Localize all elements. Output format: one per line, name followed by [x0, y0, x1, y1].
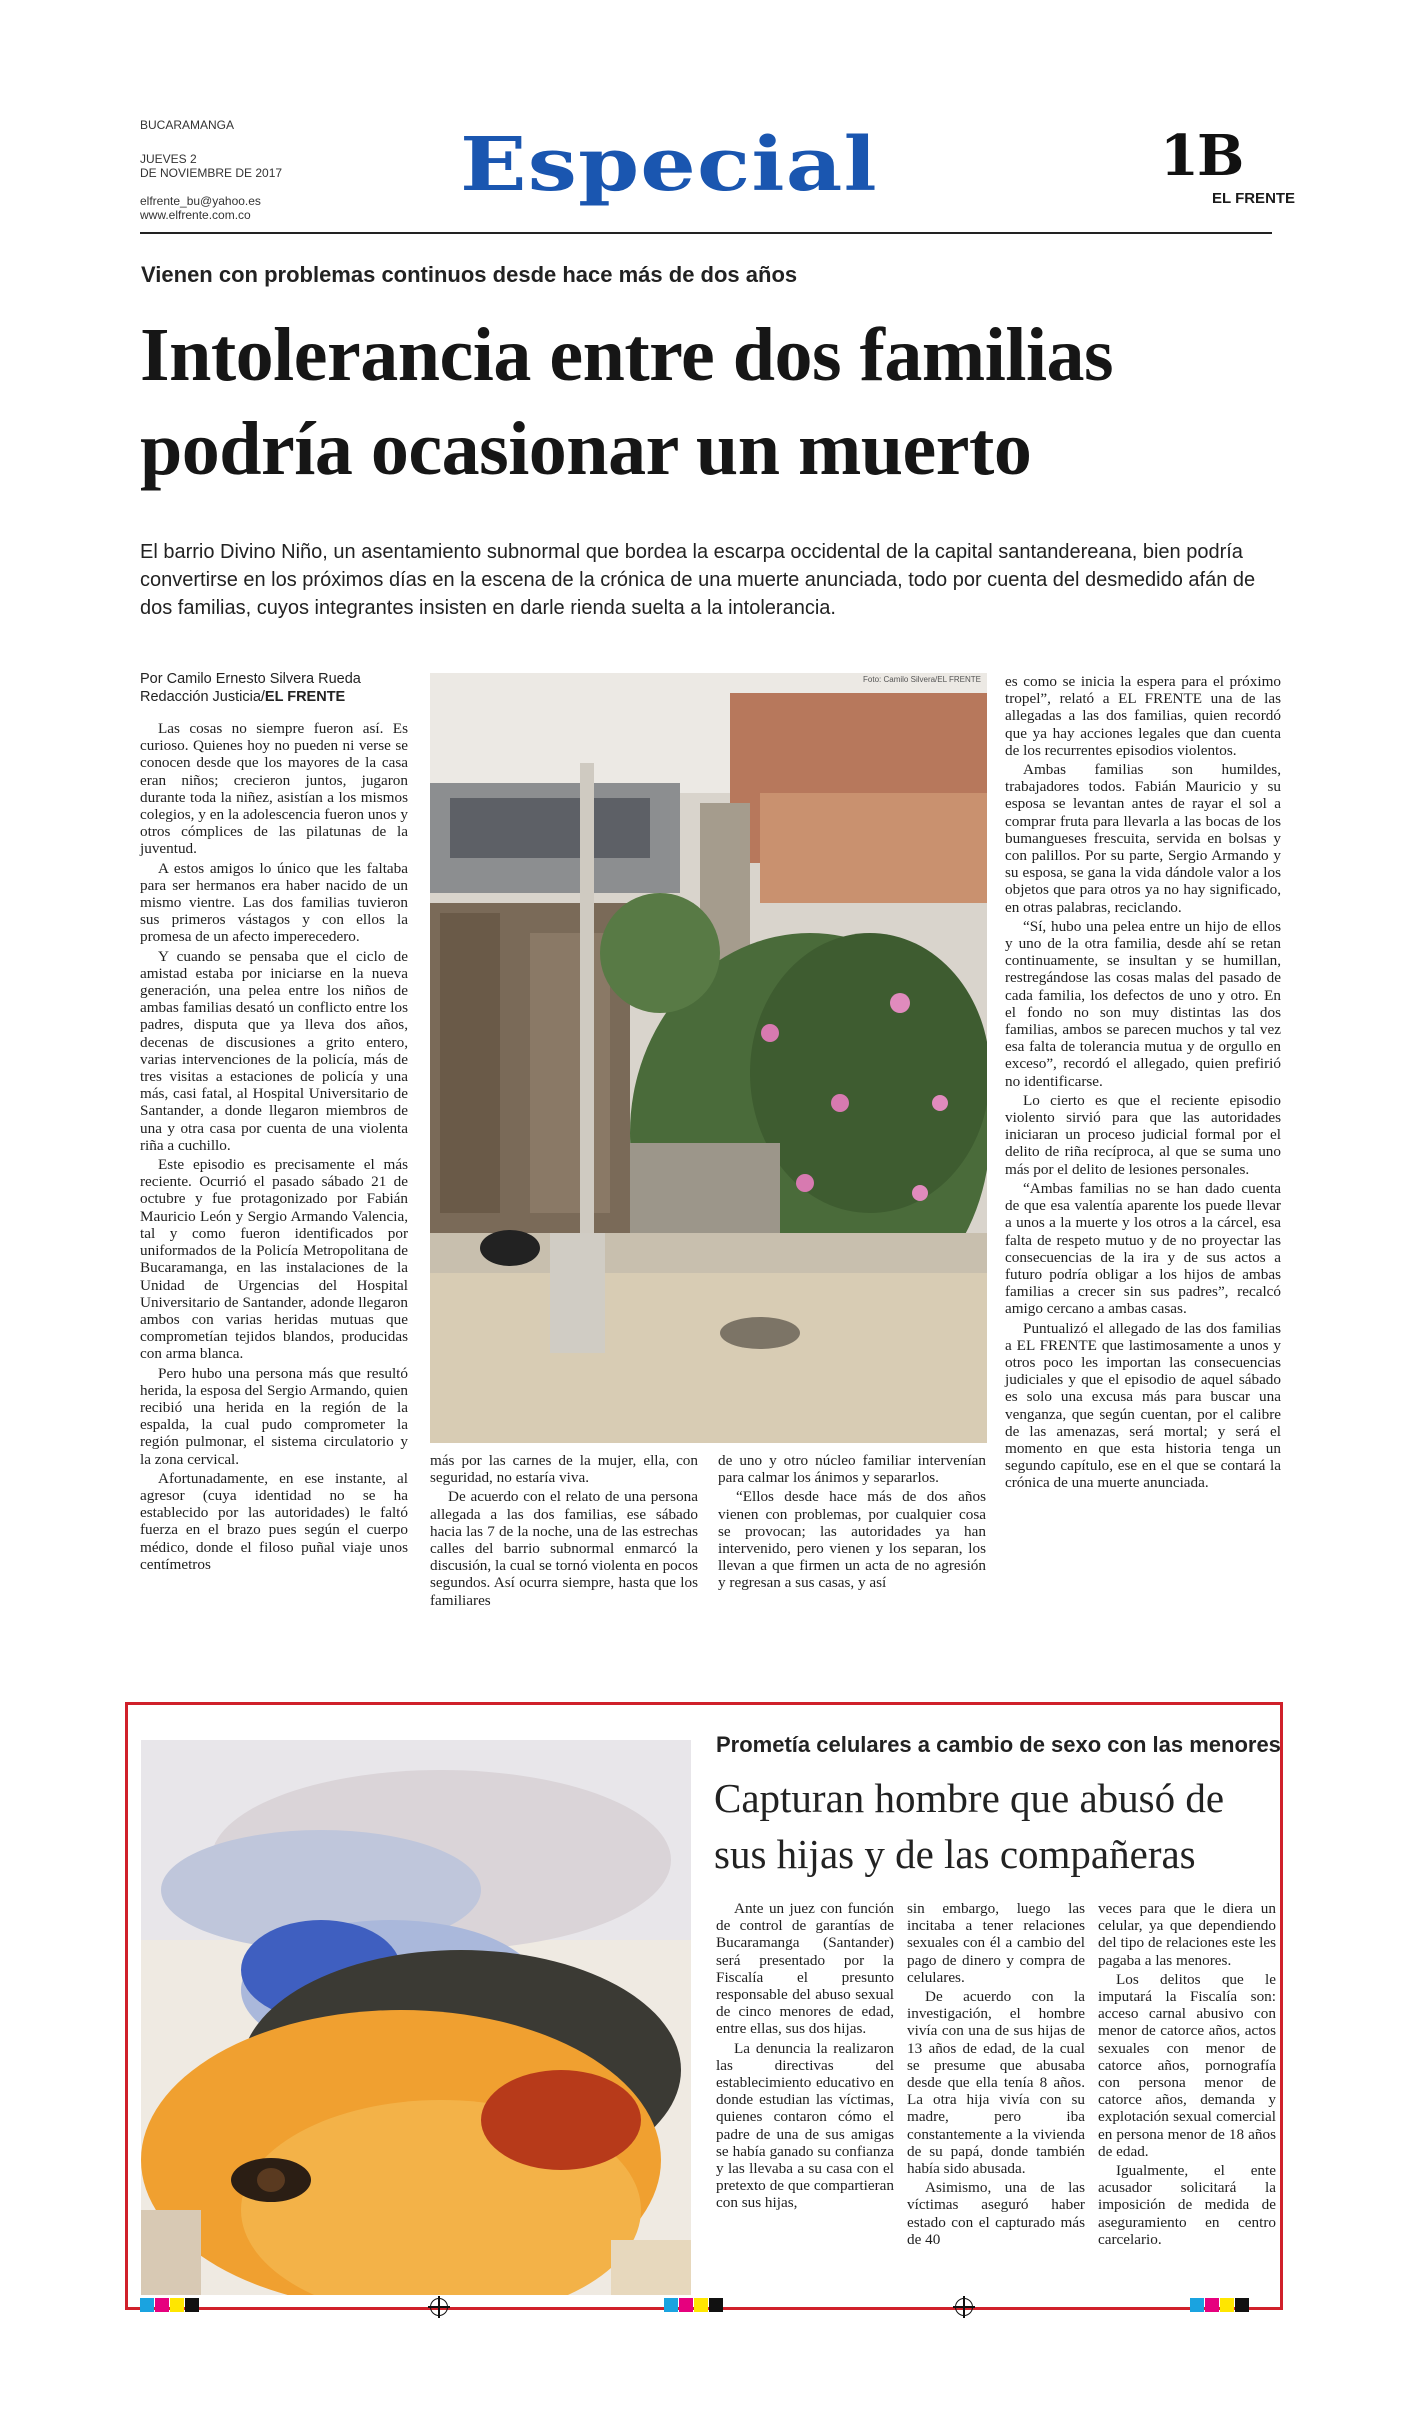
article-column-4	[1005, 673, 1281, 1494]
registration-mark	[955, 2298, 973, 2316]
paragraph: Lo cierto es que el reciente episodio violento sirvió para que las autoridades iniciaran un proceso judicial formal por el delito de riña recíproca, al que se suma uno más por el delito de lesiones personales.	[1005, 1091, 1281, 1178]
paragraph: A estos amigos lo único que les faltaba para ser hermanos era haber nacido de un mismo vientre. Las dos familias tuvieron sus primeros vástagos y con ellos la promesa de un afecto imperecedero.	[140, 859, 408, 946]
byline	[140, 670, 361, 706]
box-kicker: Prometía celulares a cambio de sexo con las menores	[716, 1732, 1281, 1757]
paragraph: Ante un juez con función de control de garantías de Bucaramanga (Santander) será presentado por la Fiscalía el presunto responsable del abuso sexual de cinco menores de edad, entre ellas, sus dos hijas.	[716, 1900, 894, 2038]
child-photo	[141, 1740, 691, 2295]
masthead-city: BUCARAMANGA	[140, 118, 235, 132]
paragraph: más por las carnes de la mujer, ella, con seguridad, no estaría viva.	[430, 1452, 698, 1487]
paragraph: “Ellos desde hace más de dos años vienen con problemas, por cualquier cosa se provocan; las autoridades ya han intervenido, pero vienen y los separan, los llevan a que firmen un acta de no agresión y regresan a sus casas, y así	[718, 1488, 986, 1592]
paragraph: “Sí, hubo una pelea entre un hijo de ellos y uno de la otra familia, desde ahí se retan continuamente, se insultan y se humillan, restregándose las cosas malas del pasado de cada familia, los defectos de uno y otro. En el fondo no son muy distintas las dos familias, ambos se parecen muchos y tal vez esa falta de tolerancia mutua y de orgullo en exceso”, recordó el allegado, quien prefirió no identificarse.	[1005, 917, 1281, 1090]
article-photo	[430, 673, 987, 1443]
color-bar-right	[1190, 2298, 1250, 2316]
registration-mark	[430, 2298, 448, 2316]
paragraph: Igualmente, el ente acusador solicitará la imposición de medida de aseguramiento en centro carcelario.	[1098, 2162, 1276, 2248]
paragraph: de uno y otro núcleo familiar intervenían para calmar los ánimos y separarlos.	[718, 1452, 986, 1487]
box-column-2	[907, 1900, 1085, 2250]
byline-name: Por Camilo Ernesto Silvera Rueda	[140, 671, 361, 687]
article-kicker: Vienen con problemas continuos desde hace más de dos años	[141, 262, 798, 287]
byline-desk: Redacción Justicia/	[140, 689, 265, 705]
article-column-2	[430, 1452, 698, 1611]
masthead-date-line2: DE NOVIEMBRE DE 2017	[140, 166, 283, 180]
headline-line-1: Intolerancia entre dos familias	[140, 313, 1114, 397]
article-column-3	[718, 1452, 986, 1594]
box-photo	[141, 1740, 691, 2295]
masthead-email[interactable]: elfrente_bu@yahoo.es	[140, 194, 261, 208]
article-lead: El barrio Divino Niño, un asentamiento subnormal que bordea la escarpa occidental de la capital santandereana, bien podría convertirse en los próximos días en la escena de la crónica de una muerte anunciada, todo por cuenta del desmedido afán de dos familias, cuyos integrantes insisten en darle rienda suelta a la intolerancia.	[140, 541, 1256, 619]
paragraph: Y cuando se pensaba que el ciclo de amistad estaba por iniciarse en la nueva generación, una pelea entre los niños de ambas familias desató un conflicto entre los padres, disputa que ya lleva dos años, decenas de discusiones a grito entero, varias intervenciones de la policía, más de tres visitas a estaciones de policía y una más, casi fatal, al Hospital Universitario de Santander, a donde llegaron miembros de una y otra casa por cuenta de una violenta riña a cuchillo.	[140, 947, 408, 1154]
paragraph: Pero hubo una persona más que resultó herida, la esposa del Sergio Armando, quien recibió una herida en la región de la espalda, la cual pudo comprometer la región pulmonar, el sistema circulatorio y la zona cervical.	[140, 1364, 408, 1468]
paragraph: sin embargo, luego las incitaba a tener relaciones sexuales con él a cambio del pago de dinero y compra de celulares.	[907, 1900, 1085, 1986]
masthead-date-line1: JUEVES 2	[140, 152, 197, 166]
page-number: 1B	[1160, 123, 1243, 189]
paragraph: “Ambas familias no se han dado cuenta de que esa valentía aparente los puede llevar a unos a la muerte y los otros a la cárcel, esa falta de respeto mutuo y de no proyectar las consecuencias de la ira y de sus actos a futuro podría obligar a los hijos de ambas familias a crecer sin sus padres”, recalcó amigo cercano a ambas casas.	[1005, 1179, 1281, 1318]
paragraph: Ambas familias son humildes, trabajadores todos. Fabián Mauricio y su esposa se levantan antes de rayar el sol a comprar fruta para llevarla a las bocas de los bumangueses frescuita, servida en bolsas y con palillos. Por su parte, Sergio Armando y su esposa, se gana la vida dándole valor a los objetos que para otros ya no hay significado, en otras palabras, reciclando.	[1005, 761, 1281, 916]
paragraph: De acuerdo con la investigación, el hombre vivía con una de sus hijas de 13 años de edad, de la cual se presume que abusaba desde que ella tenía 8 años. La otra hija vivía con su madre, pero iba constantemente a la vivienda de su papá, donde también había sido abusada.	[907, 1988, 1085, 2178]
brand-label: EL FRENTE	[1212, 190, 1296, 207]
box-headline: Capturan hombre que abusó de sus hijas y de las compañeras	[714, 1775, 1225, 1877]
paragraph: veces para que le diera un celular, ya que dependiendo del tipo de relaciones este les pagaba a las menores.	[1098, 1900, 1276, 1969]
article-headline	[140, 308, 1290, 496]
box-column-1	[716, 1900, 894, 2214]
headline-line-2: podría ocasionar un muerto	[140, 407, 1032, 491]
paragraph: Los delitos que le imputará la Fiscalía son: acceso carnal abusivo con menor de catorce años, actos sexuales con menor de catorce años, pornografía con persona menor de catorce años, demanda y explotación sexual comercial en persona menor de 18 años de edad.	[1098, 1970, 1276, 2160]
masthead-rule	[140, 232, 1272, 234]
paragraph: De acuerdo con el relato de una persona allegada a las dos familias, ese sábado hacia las 7 de la noche, una de las estrechas calles del barrio subnormal enmarcó la discusión, la cual se tornó violenta en pocos segundos. Así ocurra siempre, hasta que los familiares	[430, 1488, 698, 1609]
section-title: Especial	[460, 122, 878, 208]
paragraph: es como se inicia la espera para el próximo tropel”, relató a EL FRENTE una de las allegadas a las dos familias, quien recordó que ya hay acciones legales que dan cuenta de los recurrentes episodios violentos.	[1005, 673, 1281, 759]
box-column-3	[1098, 1900, 1276, 2250]
color-bar-left	[140, 2298, 200, 2316]
paragraph: Este episodio es precisamente el más reciente. Ocurrió el pasado sábado 21 de octubre y fue protagonizado por Fabián Mauricio León y Sergio Armando Valencia, tal y como fueron identificados por uniformados de la Policía Metropolitana de Bucaramanga, en las instalaciones de la Unidad de Urgencias del Hospital Universitario de Santander, adonde llegaron ambos con varias heridas mutuas que comprometían tejidos blandos, producidas con arma blanca.	[140, 1156, 408, 1363]
paragraph: Asimismo, una de las víctimas aseguró haber estado con el capturado más de 40	[907, 2179, 1085, 2248]
hillside-houses-photo	[430, 673, 987, 1443]
article-column-1	[140, 720, 408, 1575]
byline-brand: EL FRENTE	[264, 689, 346, 705]
paragraph: Puntualizó el allegado de las dos familias a EL FRENTE que lastimosamente a unos y otros poco les importan las consecuencias judiciales y que el episodio de aquel sábado es solo una excusa más para buscar una venganza, que según cuentan, por el calibre de las amenazas, será mortal; y será el momento en que esta historia tenga un segundo capítulo, ese en el que se contará la crónica de una muerte anunciada.	[1005, 1319, 1281, 1492]
paragraph: Afortunadamente, en ese instante, al agresor (cuya identidad no se ha establecido por las autoridades) le faltó fuerza en el brazo pues según el cuerpo médico, donde el filoso puñal viaje unos centímetros	[140, 1469, 408, 1573]
paragraph: La denuncia la realizaron las directivas del establecimiento educativo en donde estudian las víctimas, quienes contaron cómo el padre de una de sus amigas se había ganado su confianza y las llevaba a su casa con el pretexto de que compartieran con sus hijas,	[716, 2039, 894, 2212]
color-bar-center	[664, 2298, 724, 2316]
paragraph: Las cosas no siempre fueron así. Es curioso. Quienes hoy no pueden ni verse se conocen desde que los mayores de la casa eran niños; crecieron juntos, jugaron durante toda la niñez, asistían a los mismos colegios, y en la adolescencia fueron unos y otros cómplices de las pilatunas de la juventud.	[140, 720, 408, 858]
photo-credit: Foto: Camilo Silvera/EL FRENTE	[863, 675, 981, 684]
masthead-web[interactable]: www.elfrente.com.co	[140, 208, 251, 222]
